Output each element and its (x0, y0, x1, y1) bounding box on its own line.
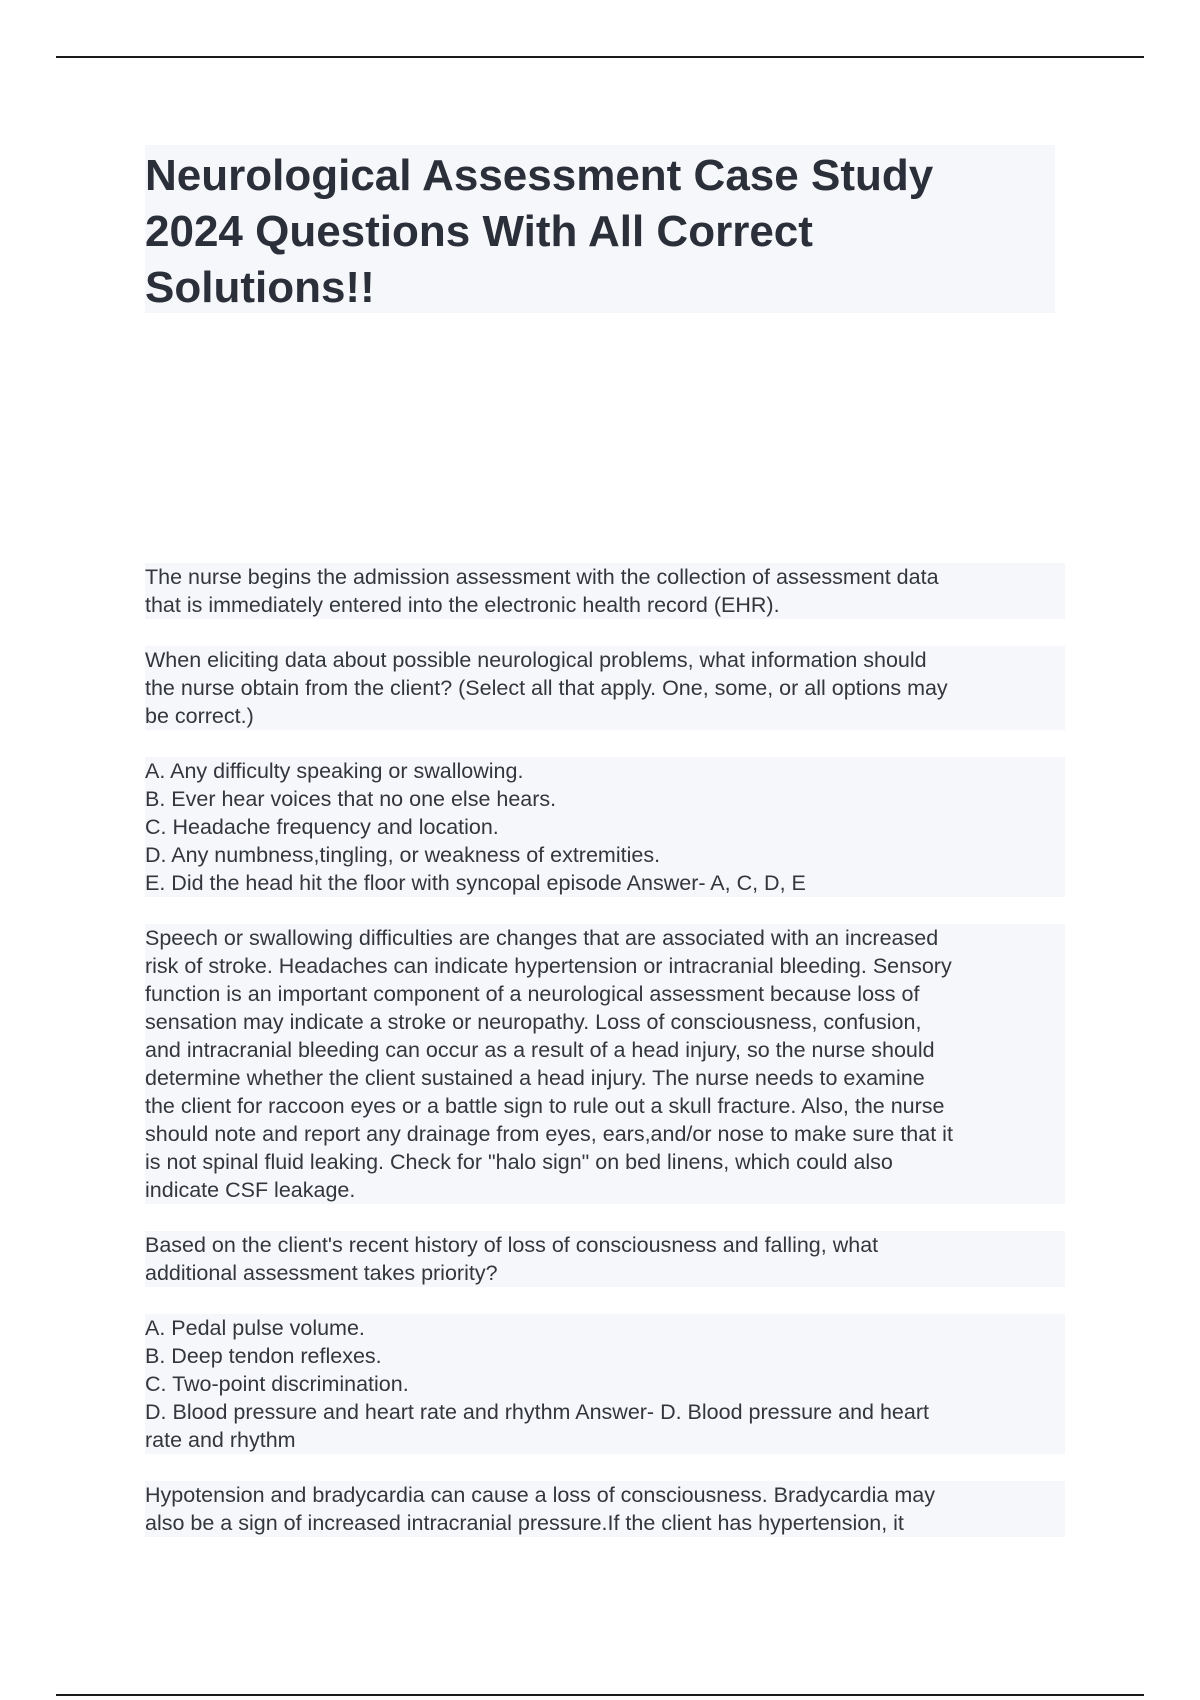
intro-paragraph (145, 563, 1065, 619)
text-line: Hypotension and bradycardia can cause a loss of consciousness. Bradycardia may (145, 1483, 935, 1507)
question-1-options (145, 757, 1065, 897)
option-answer-line: E. Did the head hit the floor with syncopal episode Answer- A, C, D, E (145, 871, 806, 895)
option-line: C. Two-point discrimination. (145, 1372, 409, 1396)
text-line: is not spinal fluid leaking. Check for "halo sign" on bed linens, which could also (145, 1150, 893, 1174)
text-line: risk of stroke. Headaches can indicate hypertension or intracranial bleeding. Sensory (145, 954, 952, 978)
text-line: and intracranial bleeding can occur as a result of a head injury, so the nurse should (145, 1038, 935, 1062)
bottom-rule (56, 1694, 1144, 1696)
text-line: also be a sign of increased intracranial pressure.If the client has hypertension, it (145, 1511, 904, 1535)
text-line: be correct.) (145, 704, 254, 728)
top-rule (56, 56, 1144, 58)
title-line: Neurological Assessment Case Study (145, 151, 934, 200)
question-1 (145, 646, 1065, 730)
text-line: Speech or swallowing difficulties are changes that are associated with an increased (145, 926, 939, 950)
text-line: that is immediately entered into the electronic health record (EHR). (145, 593, 780, 617)
option-line: B. Ever hear voices that no one else hears. (145, 787, 557, 811)
title-block (145, 145, 1055, 313)
title-line: Solutions!! (145, 263, 375, 312)
question-2-options (145, 1314, 1065, 1454)
option-line: A. Pedal pulse volume. (145, 1316, 365, 1340)
text-line: additional assessment takes priority? (145, 1261, 498, 1285)
text-line: When eliciting data about possible neurological problems, what information should (145, 648, 927, 672)
option-line: B. Deep tendon reflexes. (145, 1344, 382, 1368)
document-title (145, 148, 1055, 316)
text-line: The nurse begins the admission assessment with the collection of assessment data (145, 565, 939, 589)
text-line: sensation may indicate a stroke or neuropathy. Loss of consciousness, confusion, (145, 1010, 922, 1034)
text-line: indicate CSF leakage. (145, 1178, 356, 1202)
text-line: function is an important component of a neurological assessment because loss of (145, 982, 920, 1006)
text-line: the client for raccoon eyes or a battle sign to rule out a skull fracture. Also, the nurse (145, 1094, 945, 1118)
text-line: should note and report any drainage from eyes, ears,and/or nose to make sure that it (145, 1122, 953, 1146)
option-line: A. Any difficulty speaking or swallowing. (145, 759, 524, 783)
option-answer-line: rate and rhythm (145, 1428, 296, 1452)
option-line: C. Headache frequency and location. (145, 815, 499, 839)
rationale-1 (145, 924, 1065, 1204)
option-answer-line: D. Blood pressure and heart rate and rhythm Answer- D. Blood pressure and heart (145, 1400, 929, 1424)
title-line: 2024 Questions With All Correct (145, 207, 813, 256)
document-body (145, 563, 1065, 1564)
rationale-2 (145, 1481, 1065, 1537)
text-line: determine whether the client sustained a head injury. The nurse needs to examine (145, 1066, 925, 1090)
text-line: the nurse obtain from the client? (Select all that apply. One, some, or all options may (145, 676, 948, 700)
option-line: D. Any numbness,tingling, or weakness of extremities. (145, 843, 661, 867)
text-line: Based on the client's recent history of loss of consciousness and falling, what (145, 1233, 879, 1257)
question-2 (145, 1231, 1065, 1287)
